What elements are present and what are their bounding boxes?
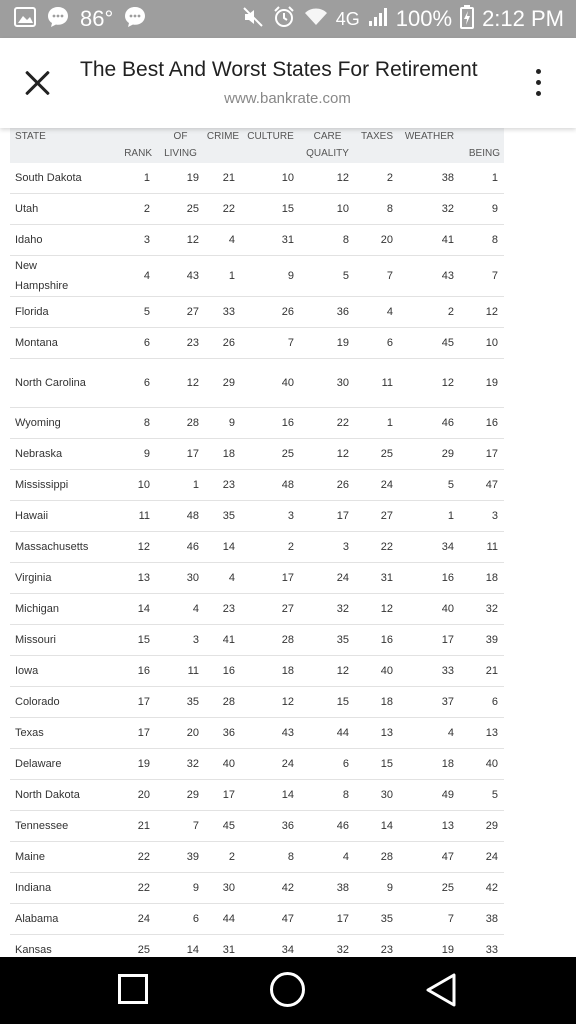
table-row — [10, 718, 504, 749]
rank-value-cell: 12 — [300, 163, 355, 194]
rank-value-cell: 14 — [241, 780, 300, 811]
rank-value-cell: 36 — [300, 297, 355, 328]
rank-value-cell: 35 — [156, 687, 205, 718]
rank-value-cell: 1 — [205, 256, 241, 297]
table-row — [10, 439, 504, 470]
rank-value-cell: 47 — [399, 842, 460, 873]
rank-value-cell: 17 — [399, 625, 460, 656]
rank-value-cell: 40 — [460, 749, 504, 780]
rank-value-cell: 4 — [106, 256, 156, 297]
rank-value-cell: 6 — [156, 904, 205, 935]
rank-value-cell: 46 — [399, 408, 460, 439]
rank-value-cell: 5 — [460, 780, 504, 811]
column-header — [10, 128, 106, 163]
rank-value-cell: 43 — [241, 718, 300, 749]
rank-value-cell: 24 — [355, 470, 399, 501]
alarm-icon — [272, 5, 296, 34]
rank-value-cell: 17 — [106, 718, 156, 749]
rank-value-cell: 23 — [355, 935, 399, 958]
rank-value-cell: 8 — [355, 194, 399, 225]
rank-value-cell: 18 — [241, 656, 300, 687]
column-header-text: CARE — [313, 131, 342, 142]
column-header — [205, 128, 241, 163]
rank-value-cell: 29 — [156, 780, 205, 811]
rank-value-cell: 40 — [205, 749, 241, 780]
state-name-cell: Florida — [10, 297, 106, 328]
rank-value-cell: 9 — [205, 408, 241, 439]
rank-value-cell: 19 — [399, 935, 460, 958]
table-row — [10, 811, 504, 842]
rank-value-cell: 8 — [241, 842, 300, 873]
rank-value-cell: 36 — [241, 811, 300, 842]
rank-value-cell: 32 — [460, 594, 504, 625]
rank-value-cell: 27 — [156, 297, 205, 328]
rank-value-cell: 35 — [355, 904, 399, 935]
rank-value-cell: 6 — [460, 687, 504, 718]
rank-value-cell: 25 — [399, 873, 460, 904]
rank-value-cell: 15 — [106, 625, 156, 656]
rank-value-cell: 27 — [241, 594, 300, 625]
rank-value-cell: 17 — [300, 501, 355, 532]
rank-value-cell: 24 — [460, 842, 504, 873]
ranking-table — [10, 128, 504, 957]
rank-value-cell: 46 — [300, 811, 355, 842]
rank-value-cell: 16 — [106, 656, 156, 687]
column-header-text: CULTURE — [247, 131, 294, 142]
rank-value-cell: 41 — [399, 225, 460, 256]
rank-value-cell: 5 — [106, 297, 156, 328]
rank-value-cell: 32 — [156, 749, 205, 780]
rank-value-cell: 17 — [156, 439, 205, 470]
rank-value-cell: 13 — [399, 811, 460, 842]
table-row — [10, 328, 504, 359]
rank-value-cell: 20 — [156, 718, 205, 749]
rank-value-cell: 28 — [355, 842, 399, 873]
rank-value-cell: 9 — [156, 873, 205, 904]
rank-value-cell: 31 — [241, 225, 300, 256]
table-row — [10, 297, 504, 328]
rank-value-cell: 11 — [106, 501, 156, 532]
rank-value-cell: 23 — [205, 470, 241, 501]
back-triangle-icon[interactable] — [424, 972, 458, 1013]
rank-value-cell: 15 — [241, 194, 300, 225]
rank-value-cell: 2 — [355, 163, 399, 194]
column-header-text: CRIME — [206, 131, 240, 142]
message-icon — [46, 5, 70, 34]
rank-value-cell: 26 — [205, 328, 241, 359]
column-header — [399, 128, 460, 163]
column-header-text: TAXES — [360, 131, 394, 142]
column-header-text: BEING — [468, 148, 500, 159]
clock: 2:12 PM — [482, 6, 564, 31]
page-url: www.bankrate.com — [224, 90, 351, 107]
rank-value-cell: 9 — [355, 873, 399, 904]
battery-charging-icon — [460, 5, 474, 34]
rank-value-cell: 10 — [241, 163, 300, 194]
rank-value-cell: 35 — [300, 625, 355, 656]
rank-value-cell: 44 — [300, 718, 355, 749]
rank-value-cell: 1 — [156, 470, 205, 501]
rank-value-cell: 7 — [355, 256, 399, 297]
state-name-cell: Missouri — [10, 625, 106, 656]
rank-value-cell: 10 — [300, 194, 355, 225]
rank-value-cell: 9 — [241, 256, 300, 297]
status-bar — [0, 0, 576, 38]
battery-percent: 100% — [395, 6, 453, 31]
mute-icon — [242, 6, 264, 33]
rank-value-cell: 18 — [460, 563, 504, 594]
table-row — [10, 408, 504, 439]
rank-value-cell: 28 — [156, 408, 205, 439]
rank-value-cell: 39 — [460, 625, 504, 656]
rank-value-cell: 41 — [205, 625, 241, 656]
table-row — [10, 256, 504, 297]
state-name-cell — [10, 256, 106, 297]
rank-value-cell: 26 — [241, 297, 300, 328]
table-row — [10, 904, 504, 935]
rank-value-cell: 9 — [106, 439, 156, 470]
state-name-cell: Tennessee — [10, 811, 106, 842]
rank-value-cell: 32 — [300, 935, 355, 958]
column-header-text: OF — [173, 131, 188, 142]
rank-value-cell: 15 — [300, 687, 355, 718]
temperature: 86° — [80, 6, 114, 31]
state-name-cell: Mississippi — [10, 470, 106, 501]
table-row — [10, 225, 504, 256]
rank-value-cell: 6 — [106, 328, 156, 359]
rank-value-cell: 26 — [300, 470, 355, 501]
table-row — [10, 749, 504, 780]
rank-value-cell: 31 — [205, 935, 241, 958]
image-icon — [14, 7, 36, 32]
rank-value-cell: 29 — [205, 359, 241, 408]
state-name-cell: Kansas — [10, 935, 106, 958]
navigation-bar — [0, 957, 576, 1024]
rank-value-cell: 32 — [399, 194, 460, 225]
rank-value-cell: 16 — [241, 408, 300, 439]
rank-value-cell: 16 — [460, 408, 504, 439]
state-name-cell: Texas — [10, 718, 106, 749]
column-header-text: RANK — [124, 148, 152, 159]
rank-value-cell: 46 — [156, 532, 205, 563]
column-header-text: WEATHER — [404, 131, 455, 142]
table-body — [10, 163, 504, 957]
rank-value-cell: 14 — [355, 811, 399, 842]
rank-value-cell: 34 — [399, 532, 460, 563]
table-row — [10, 470, 504, 501]
rank-value-cell: 23 — [156, 328, 205, 359]
column-header — [355, 128, 399, 163]
rank-value-cell: 48 — [241, 470, 300, 501]
table-row — [10, 594, 504, 625]
rank-value-cell: 30 — [355, 780, 399, 811]
rank-value-cell: 15 — [355, 749, 399, 780]
rank-value-cell: 45 — [399, 328, 460, 359]
rank-value-cell: 3 — [241, 501, 300, 532]
rank-value-cell: 1 — [460, 163, 504, 194]
rank-value-cell: 48 — [156, 501, 205, 532]
state-name-cell: Montana — [10, 328, 106, 359]
rank-value-cell: 7 — [399, 904, 460, 935]
column-header-text — [460, 128, 500, 145]
rank-value-cell: 5 — [300, 256, 355, 297]
rank-value-cell: 21 — [460, 656, 504, 687]
rank-value-cell: 12 — [300, 439, 355, 470]
rank-value-cell: 12 — [460, 297, 504, 328]
column-header-text: STATE — [15, 131, 46, 142]
table-header-row — [10, 128, 504, 163]
page-title: The Best And Worst States For Retirement — [80, 58, 478, 81]
wifi-icon — [304, 7, 328, 32]
table-row — [10, 563, 504, 594]
rank-value-cell: 12 — [300, 656, 355, 687]
column-header-text: LIVING — [164, 148, 197, 159]
rank-value-cell: 12 — [241, 687, 300, 718]
close-icon[interactable] — [20, 65, 56, 101]
rank-value-cell: 19 — [156, 163, 205, 194]
rank-value-cell: 24 — [106, 904, 156, 935]
column-header — [106, 128, 156, 163]
table-row — [10, 873, 504, 904]
rank-value-cell: 25 — [355, 439, 399, 470]
rank-value-cell: 23 — [205, 594, 241, 625]
state-name-cell: Massachusetts — [10, 532, 106, 563]
rank-value-cell: 20 — [355, 225, 399, 256]
rank-value-cell: 44 — [205, 904, 241, 935]
rank-value-cell: 12 — [399, 359, 460, 408]
rank-value-cell: 17 — [106, 687, 156, 718]
rank-value-cell: 7 — [460, 256, 504, 297]
rank-value-cell: 12 — [106, 532, 156, 563]
rank-value-cell: 9 — [460, 194, 504, 225]
rank-value-cell: 40 — [399, 594, 460, 625]
column-header — [460, 128, 504, 163]
rank-value-cell: 40 — [355, 656, 399, 687]
rank-value-cell: 31 — [355, 563, 399, 594]
rank-value-cell: 1 — [355, 408, 399, 439]
rank-value-cell: 8 — [300, 780, 355, 811]
rank-value-cell: 12 — [156, 359, 205, 408]
rank-value-cell: 34 — [241, 935, 300, 958]
rank-value-cell: 33 — [205, 297, 241, 328]
rank-value-cell: 1 — [106, 163, 156, 194]
page-content[interactable] — [0, 128, 576, 957]
rank-value-cell: 20 — [106, 780, 156, 811]
rank-value-cell: 35 — [205, 501, 241, 532]
state-name-cell: Delaware — [10, 749, 106, 780]
rank-value-cell: 40 — [241, 359, 300, 408]
rank-value-cell: 10 — [106, 470, 156, 501]
rank-value-cell: 13 — [355, 718, 399, 749]
rank-value-cell: 3 — [106, 225, 156, 256]
rank-value-cell: 29 — [399, 439, 460, 470]
state-name-cell: Hawaii — [10, 501, 106, 532]
rank-value-cell: 27 — [355, 501, 399, 532]
rank-value-cell: 8 — [300, 225, 355, 256]
rank-value-cell: 38 — [300, 873, 355, 904]
rank-value-cell: 49 — [399, 780, 460, 811]
rank-value-cell: 14 — [205, 532, 241, 563]
home-circle-icon[interactable] — [270, 972, 305, 1007]
table-row — [10, 780, 504, 811]
rank-value-cell: 19 — [300, 328, 355, 359]
rank-value-cell: 5 — [399, 470, 460, 501]
rank-value-cell: 32 — [300, 594, 355, 625]
rank-value-cell: 17 — [205, 780, 241, 811]
rank-value-cell: 25 — [106, 935, 156, 958]
rank-value-cell: 38 — [460, 904, 504, 935]
rank-value-cell: 3 — [460, 501, 504, 532]
state-name-cell: North Dakota — [10, 780, 106, 811]
rank-value-cell: 10 — [460, 328, 504, 359]
rank-value-cell: 18 — [355, 687, 399, 718]
rank-value-cell: 17 — [241, 563, 300, 594]
rank-value-cell: 1 — [399, 501, 460, 532]
rank-value-cell: 30 — [156, 563, 205, 594]
table-row — [10, 194, 504, 225]
table-row — [10, 842, 504, 873]
rank-value-cell: 47 — [460, 470, 504, 501]
column-header-text: QUALITY — [306, 148, 349, 159]
rank-value-cell: 14 — [106, 594, 156, 625]
recents-square-icon[interactable] — [118, 974, 148, 1004]
state-name-cell: South Dakota — [10, 163, 106, 194]
state-name-cell: Idaho — [10, 225, 106, 256]
rank-value-cell: 8 — [460, 225, 504, 256]
rank-value-cell: 12 — [355, 594, 399, 625]
rank-value-cell: 17 — [300, 904, 355, 935]
table-row — [10, 532, 504, 563]
table-row — [10, 501, 504, 532]
rank-value-cell: 4 — [355, 297, 399, 328]
rank-value-cell: 30 — [300, 359, 355, 408]
rank-value-cell: 16 — [205, 656, 241, 687]
rank-value-cell: 13 — [460, 718, 504, 749]
table-row — [10, 687, 504, 718]
rank-value-cell: 19 — [460, 359, 504, 408]
rank-value-cell: 22 — [106, 842, 156, 873]
rank-value-cell: 43 — [399, 256, 460, 297]
rank-value-cell: 2 — [399, 297, 460, 328]
rank-value-cell: 36 — [205, 718, 241, 749]
rank-value-cell: 6 — [355, 328, 399, 359]
table-row — [10, 359, 504, 408]
rank-value-cell: 8 — [106, 408, 156, 439]
message-icon — [123, 5, 147, 34]
rank-value-cell: 37 — [399, 687, 460, 718]
rank-value-cell: 14 — [156, 935, 205, 958]
rank-value-cell: 3 — [156, 625, 205, 656]
custom-tab-header — [0, 38, 576, 128]
state-name-cell: Nebraska — [10, 439, 106, 470]
rank-value-cell: 33 — [460, 935, 504, 958]
state-name-cell: Indiana — [10, 873, 106, 904]
table-row — [10, 625, 504, 656]
rank-value-cell: 13 — [106, 563, 156, 594]
rank-value-cell: 4 — [205, 225, 241, 256]
state-name-cell: Maine — [10, 842, 106, 873]
rank-value-cell: 19 — [106, 749, 156, 780]
rank-value-cell: 33 — [399, 656, 460, 687]
rank-value-cell: 11 — [156, 656, 205, 687]
state-name-cell: Colorado — [10, 687, 106, 718]
column-header — [241, 128, 300, 163]
state-name-cell: Utah — [10, 194, 106, 225]
state-name-cell: North Carolina — [10, 359, 106, 408]
rank-value-cell: 43 — [156, 256, 205, 297]
state-name-cell: Iowa — [10, 656, 106, 687]
rank-value-cell: 21 — [106, 811, 156, 842]
rank-value-cell: 28 — [241, 625, 300, 656]
rank-value-cell: 29 — [460, 811, 504, 842]
rank-value-cell: 7 — [156, 811, 205, 842]
state-name-cell: Alabama — [10, 904, 106, 935]
rank-value-cell: 30 — [205, 873, 241, 904]
table-row — [10, 163, 504, 194]
rank-value-cell: 7 — [241, 328, 300, 359]
rank-value-cell: 45 — [205, 811, 241, 842]
state-name-cell: Virginia — [10, 563, 106, 594]
rank-value-cell: 17 — [460, 439, 504, 470]
rank-value-cell: 24 — [300, 563, 355, 594]
rank-value-cell: 11 — [355, 359, 399, 408]
table-row — [10, 656, 504, 687]
rank-value-cell: 22 — [355, 532, 399, 563]
rank-value-cell: 4 — [300, 842, 355, 873]
rank-value-cell: 42 — [460, 873, 504, 904]
rank-value-cell: 6 — [300, 749, 355, 780]
more-vertical-icon[interactable] — [528, 68, 548, 98]
network-type: 4G — [335, 8, 360, 29]
rank-value-cell: 2 — [106, 194, 156, 225]
rank-value-cell: 4 — [399, 718, 460, 749]
rank-value-cell: 3 — [300, 532, 355, 563]
state-name-cell: Michigan — [10, 594, 106, 625]
rank-value-cell: 25 — [156, 194, 205, 225]
rank-value-cell: 24 — [241, 749, 300, 780]
column-header-text — [106, 128, 152, 145]
rank-value-cell: 4 — [156, 594, 205, 625]
rank-value-cell: 42 — [241, 873, 300, 904]
state-name-cell: Wyoming — [10, 408, 106, 439]
column-header — [156, 128, 205, 163]
rank-value-cell: 38 — [399, 163, 460, 194]
table-row — [10, 935, 504, 958]
rank-value-cell: 39 — [156, 842, 205, 873]
rank-value-cell: 6 — [106, 359, 156, 408]
column-header — [300, 128, 355, 163]
state-name-text: New Hampshire — [15, 260, 69, 292]
rank-value-cell: 18 — [399, 749, 460, 780]
rank-value-cell: 11 — [460, 532, 504, 563]
signal-icon — [368, 7, 388, 32]
rank-value-cell: 47 — [241, 904, 300, 935]
rank-value-cell: 18 — [205, 439, 241, 470]
rank-value-cell: 16 — [355, 625, 399, 656]
rank-value-cell: 2 — [241, 532, 300, 563]
rank-value-cell: 2 — [205, 842, 241, 873]
rank-value-cell: 25 — [241, 439, 300, 470]
rank-value-cell: 28 — [205, 687, 241, 718]
rank-value-cell: 22 — [205, 194, 241, 225]
rank-value-cell: 4 — [205, 563, 241, 594]
rank-value-cell: 12 — [156, 225, 205, 256]
rank-value-cell: 16 — [399, 563, 460, 594]
rank-value-cell: 22 — [300, 408, 355, 439]
rank-value-cell: 22 — [106, 873, 156, 904]
rank-value-cell: 21 — [205, 163, 241, 194]
